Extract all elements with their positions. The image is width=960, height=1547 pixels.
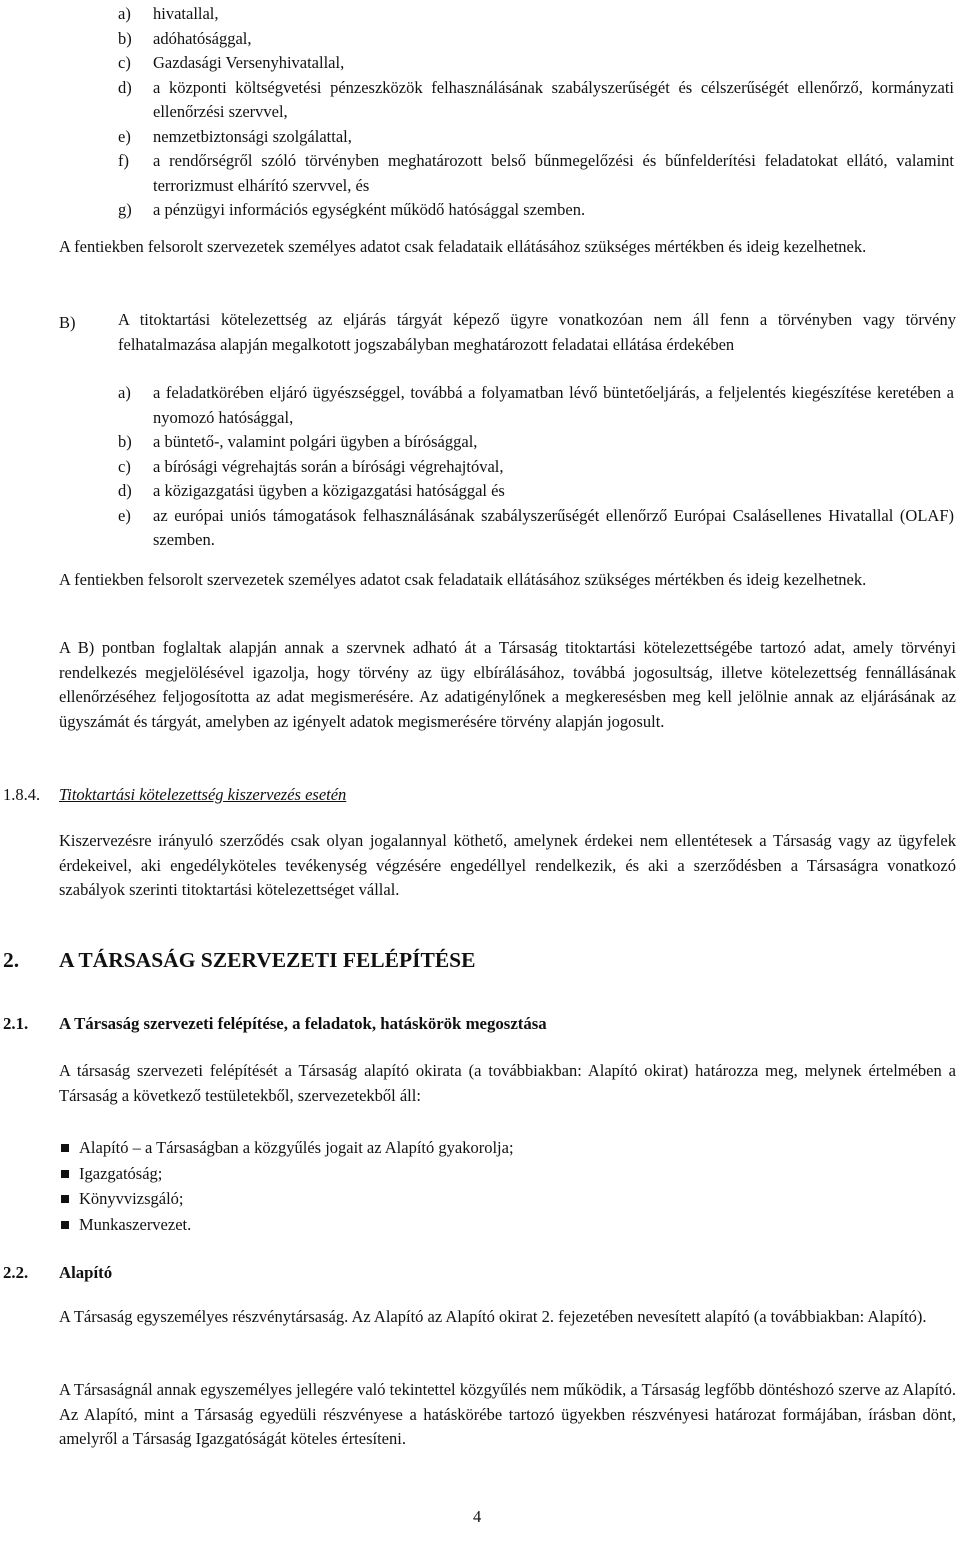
list-item-text: a bírósági végrehajtás során a bírósági végrehajtóval, bbox=[153, 456, 504, 476]
list-item-label: d) bbox=[118, 77, 132, 97]
paragraph-founder-decisions: A Társaságnál annak egyszemélyes jellegére való tekintettel közgyűlés nem működik, a Társaság legfőbb döntéshozó szerve az Alapító. Az Alapító, mint a Társaság egyedüli részvényese a hatáskörébe tartozó ügyekben részvényesi határozat formájában, írásban dönt, amelyről a Társaság Igazgatóságát köteles értesíteni. bbox=[59, 1380, 956, 1448]
list-item-label: e) bbox=[118, 505, 131, 525]
list-item-text: Alapító – a Társaságban a közgyűlés jogait az Alapító gyakorolja; bbox=[79, 1138, 514, 1157]
paragraph-data-handling-1: A fentiekben felsorolt szervezetek személyes adatot csak feladataik ellátásához szükséges mértékben és ideig kezelhetnek. bbox=[59, 237, 867, 256]
page-number: 4 bbox=[473, 1507, 482, 1526]
list-item bbox=[118, 149, 954, 198]
list-item bbox=[118, 2, 954, 27]
list-item-text: a közigazgatási ügyben a közigazgatási hatósággal és bbox=[153, 481, 505, 500]
list-item bbox=[118, 455, 954, 480]
list-item-label: c) bbox=[118, 456, 131, 476]
square-bullet-icon bbox=[61, 1195, 69, 1203]
square-bullet-icon bbox=[61, 1144, 69, 1152]
section-title: A Társaság szervezeti felépítése, a feladatok, hatáskörök megosztása bbox=[59, 1014, 547, 1033]
square-bullet-icon bbox=[61, 1221, 69, 1229]
paragraph-outsourcing: Kiszervezésre irányuló szerződés csak olyan jogalannyal köthető, amelynek érdekei nem ellentétesek a Társaság vagy az ügyfelek érdekeivel, aki engedélyköteles tevékenység végzésére engedéllyel rendelkezik, és aki a szerződésben a Társaságra vonatkozó szabályok szerinti titoktartási kötelezettséget vállal. bbox=[59, 831, 956, 899]
paragraph-data-transfer: A B) pontban foglaltak alapján annak a szervnek adható át a Társaság titoktartási kötelezettségébe tartozó adat, amely törvényi rendelkezés megjelölésével igazolja, hogy törvény az ügy elbírálásához, továbbá jogosultság, illetve kötelezettség fennállásának ellenőrzéséhez feljogosította az adat megismerésére. Az adatigénylőnek a megkeresésben meg kell jelölnie annak az eljárásának az ügyszámát és tárgyát, amelyben az igényelt adatok megismerésére törvény alapján jogosult. bbox=[59, 638, 956, 731]
section-b-text: A titoktartási kötelezettség az eljárás tárgyát képező ügyre vonatkozóan nem áll fenn a törvényben vagy törvény felhatalmazása alapján megalkotott jogszabályban meghatározott feladatai ellátása érdekében bbox=[118, 310, 956, 354]
list-item bbox=[59, 1136, 514, 1162]
list-item bbox=[118, 125, 954, 150]
list-item-label: d) bbox=[118, 481, 132, 500]
list-item-text: a pénzügyi információs egységként működő hatósággal szemben. bbox=[153, 200, 586, 219]
list-item bbox=[118, 51, 954, 76]
list-item bbox=[59, 1213, 514, 1239]
paragraph-structure: A társaság szervezeti felépítését a Társaság alapító okirata (a továbbiakban: Alapító okirat) határozza meg, melynek értelmében a Társaság a következő testületekből, szervezetekből áll: bbox=[59, 1061, 956, 1105]
bodies-list bbox=[59, 1136, 514, 1238]
list-item-text: Igazgatóság; bbox=[79, 1163, 163, 1183]
section-title: A TÁRSASÁG SZERVEZETI FELÉPÍTÉSE bbox=[59, 948, 476, 972]
list-item-text: adóhatósággal, bbox=[153, 28, 252, 48]
list-item-label: g) bbox=[118, 200, 132, 219]
section-number: 2.2. bbox=[3, 1263, 29, 1282]
list-item-text: Gazdasági Versenyhivatallal, bbox=[153, 53, 345, 72]
authority-list bbox=[118, 2, 954, 223]
list-item-label: b) bbox=[118, 432, 132, 451]
list-item bbox=[118, 504, 954, 553]
list-item-label: a) bbox=[118, 4, 131, 23]
list-item bbox=[118, 381, 954, 430]
list-item bbox=[118, 479, 954, 504]
section-title: Titoktartási kötelezettség kiszervezés esetén bbox=[59, 785, 347, 804]
section-number: 2.1. bbox=[3, 1014, 29, 1033]
list-item-text: a központi költségvetési pénzeszközök felhasználásának szabályszerűségét és célszerűségét ellenőrző, kormányzati ellenőrzési szervvel, bbox=[153, 77, 954, 121]
section-number: 1.8.4. bbox=[3, 785, 41, 804]
section-number: 2. bbox=[3, 948, 20, 972]
list-item-text: a feladatkörében eljáró ügyészséggel, továbbá a folyamatban lévő büntetőeljárás, a feljelentés kiegészítése keretében a nyomozó hatósággal, bbox=[153, 383, 954, 427]
section-b-label: B) bbox=[59, 313, 76, 332]
list-item bbox=[118, 76, 954, 125]
list-item-label: c) bbox=[118, 53, 131, 72]
list-item-label: f) bbox=[118, 151, 129, 170]
section-title: Alapító bbox=[59, 1263, 113, 1282]
list-item-label: a) bbox=[118, 383, 131, 402]
list-item-text: Könyvvizsgáló; bbox=[79, 1189, 184, 1208]
list-item bbox=[59, 1162, 514, 1188]
list-item bbox=[59, 1187, 514, 1213]
exception-list bbox=[118, 381, 954, 553]
list-item-text: a rendőrségről szóló törvényben meghatározott belső bűnmegelőzési és bűnfelderítési feladatokat ellátó, valamint terrorizmust elhárító szervvel, és bbox=[153, 151, 954, 195]
paragraph-data-handling-2: A fentiekben felsorolt szervezetek személyes adatot csak feladataik ellátásához szükséges mértékben és ideig kezelhetnek. bbox=[59, 570, 867, 589]
list-item-text: Munkaszervezet. bbox=[79, 1214, 192, 1234]
square-bullet-icon bbox=[61, 1170, 69, 1178]
list-item bbox=[118, 430, 954, 455]
list-item-text: a büntető-, valamint polgári ügyben a bírósággal, bbox=[153, 432, 478, 451]
paragraph-founder: A Társaság egyszemélyes részvénytársaság. Az Alapító az Alapító okirat 2. fejezetében nevesített alapító (a továbbiakban: Alapító). bbox=[59, 1307, 927, 1326]
list-item bbox=[118, 27, 954, 52]
list-item-label: e) bbox=[118, 126, 131, 146]
list-item-text: nemzetbiztonsági szolgálattal, bbox=[153, 126, 352, 146]
list-item-text: hivatallal, bbox=[153, 4, 219, 23]
list-item-label: b) bbox=[118, 28, 132, 48]
list-item bbox=[118, 198, 954, 223]
list-item-text: az európai uniós támogatások felhasználásának szabályszerűségét ellenőrző Európai Csalásellenes Hivatallal (OLAF) szemben. bbox=[153, 505, 954, 549]
